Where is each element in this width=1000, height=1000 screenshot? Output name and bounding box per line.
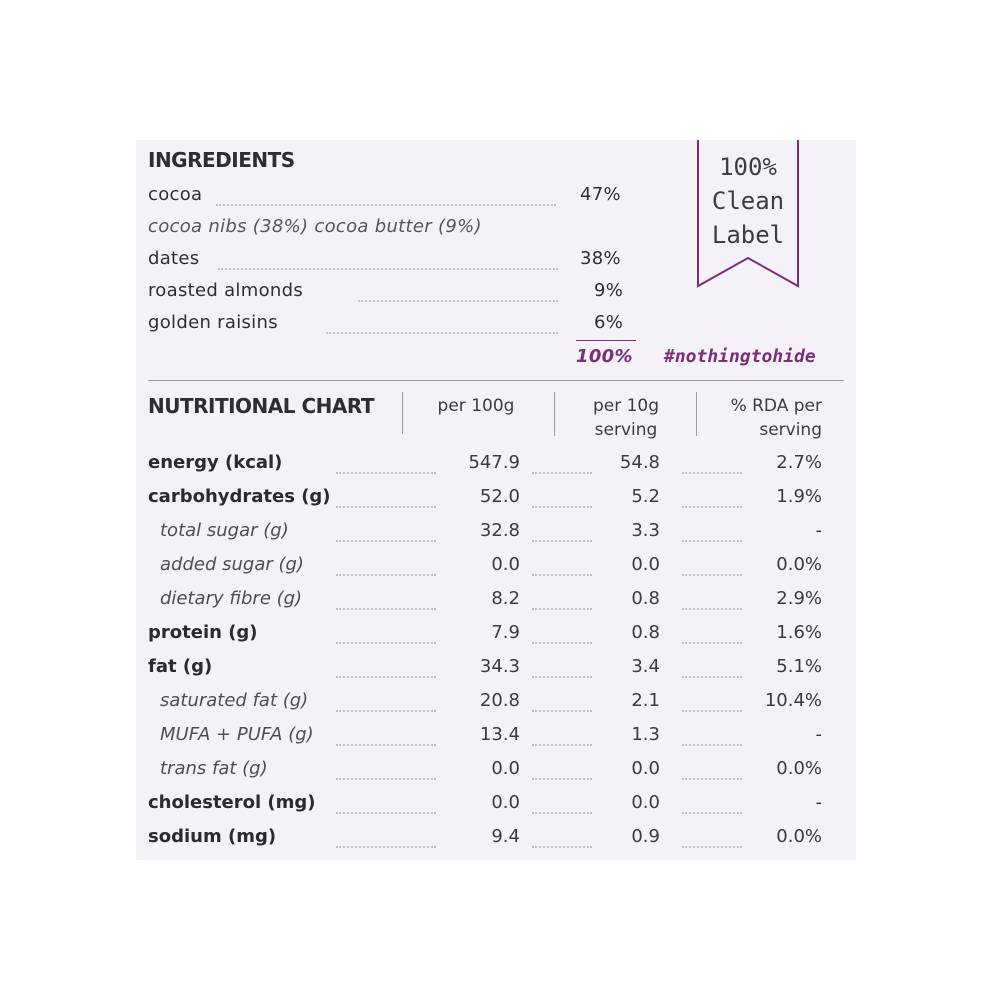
ingredient-name: golden raisins [148, 312, 278, 333]
value-per-10g: 3.4 [631, 656, 660, 677]
value-rda: 5.1% [776, 656, 822, 677]
nutrient-name: energy (kcal) [148, 452, 283, 473]
value-per-10g: 5.2 [631, 486, 660, 507]
ingredient-percent: 47% [580, 184, 621, 205]
value-per-10g: 3.3 [631, 520, 660, 541]
column-header-per-10g-serving: serving [594, 420, 658, 440]
nutrient-name: fat (g) [148, 656, 213, 677]
clean-label-badge [696, 140, 800, 292]
value-rda: - [815, 520, 822, 541]
nutrient-name: cholesterol (mg) [148, 792, 316, 813]
ingredient-percent: 6% [594, 312, 624, 333]
nutrition-heading: NUTRITIONAL CHART [148, 394, 375, 418]
value-per-100g: 52.0 [479, 486, 520, 507]
nutrient-name: total sugar (g) [160, 520, 289, 541]
ingredients-heading: INGREDIENTS [148, 148, 295, 172]
value-per-10g: 0.9 [631, 826, 660, 847]
value-per-100g: 8.2 [491, 588, 520, 609]
value-per-100g: 34.3 [479, 656, 520, 677]
nutrient-name: MUFA + PUFA (g) [160, 724, 314, 745]
nutrient-name: protein (g) [148, 622, 258, 643]
label-panel [136, 140, 856, 860]
badge-line-2: Clean [711, 187, 785, 215]
value-rda: 10.4% [764, 690, 822, 711]
value-per-100g: 20.8 [479, 690, 520, 711]
badge-line-1: 100% [719, 153, 777, 181]
value-per-10g: 0.0 [631, 758, 660, 779]
ingredients-total: 100% [576, 346, 633, 367]
total-overline [576, 340, 636, 341]
column-divider [402, 392, 403, 434]
badge-line-3: Label [711, 221, 785, 249]
value-per-10g: 0.8 [631, 588, 660, 609]
value-per-10g: 0.0 [631, 554, 660, 575]
ingredient-percent: 38% [580, 248, 621, 269]
nutrient-name: sodium (mg) [148, 826, 277, 847]
column-header-per-100g: per 100g [437, 396, 515, 416]
value-rda: 1.9% [776, 486, 822, 507]
nutrient-name: trans fat (g) [160, 758, 268, 779]
value-per-100g: 0.0 [491, 554, 520, 575]
column-header-per-10g: per 10g [592, 396, 660, 416]
value-per-10g: 0.0 [631, 792, 660, 813]
value-per-100g: 0.0 [491, 792, 520, 813]
value-per-10g: 1.3 [631, 724, 660, 745]
value-per-100g: 547.9 [468, 452, 520, 473]
nutrient-name: dietary fibre (g) [160, 588, 303, 609]
column-divider [554, 392, 555, 436]
column-header-rda-serving: serving [759, 420, 822, 440]
nutrient-name: saturated fat (g) [160, 690, 309, 711]
ingredient-percent: 9% [594, 280, 624, 301]
value-per-100g: 0.0 [491, 758, 520, 779]
leader-dots [218, 268, 558, 270]
ingredient-name: dates [148, 248, 200, 269]
value-rda: - [815, 724, 822, 745]
value-per-10g: 54.8 [619, 452, 660, 473]
value-per-100g: 9.4 [491, 826, 520, 847]
section-divider [148, 380, 844, 381]
leader-dots [216, 204, 556, 206]
value-rda: 2.7% [776, 452, 822, 473]
column-divider [696, 392, 697, 436]
value-rda: 0.0% [776, 826, 822, 847]
value-per-10g: 2.1 [631, 690, 660, 711]
value-rda: - [815, 792, 822, 813]
leader-dots [358, 300, 558, 302]
value-per-100g: 7.9 [491, 622, 520, 643]
value-per-100g: 32.8 [479, 520, 520, 541]
nutrient-name: carbohydrates (g) [148, 486, 331, 507]
column-header-rda: % RDA per [730, 396, 822, 416]
value-per-10g: 0.8 [631, 622, 660, 643]
value-rda: 1.6% [776, 622, 822, 643]
value-per-100g: 13.4 [479, 724, 520, 745]
value-rda: 0.0% [776, 758, 822, 779]
nutrient-name: added sugar (g) [160, 554, 304, 575]
ingredient-name: cocoa nibs (38%) cocoa butter (9%) [148, 216, 482, 237]
hashtag: #nothingtohide [664, 346, 816, 367]
ingredient-name: roasted almonds [148, 280, 303, 301]
value-rda: 0.0% [776, 554, 822, 575]
value-rda: 2.9% [776, 588, 822, 609]
ingredient-name: cocoa [148, 184, 203, 205]
leader-dots [326, 332, 558, 334]
